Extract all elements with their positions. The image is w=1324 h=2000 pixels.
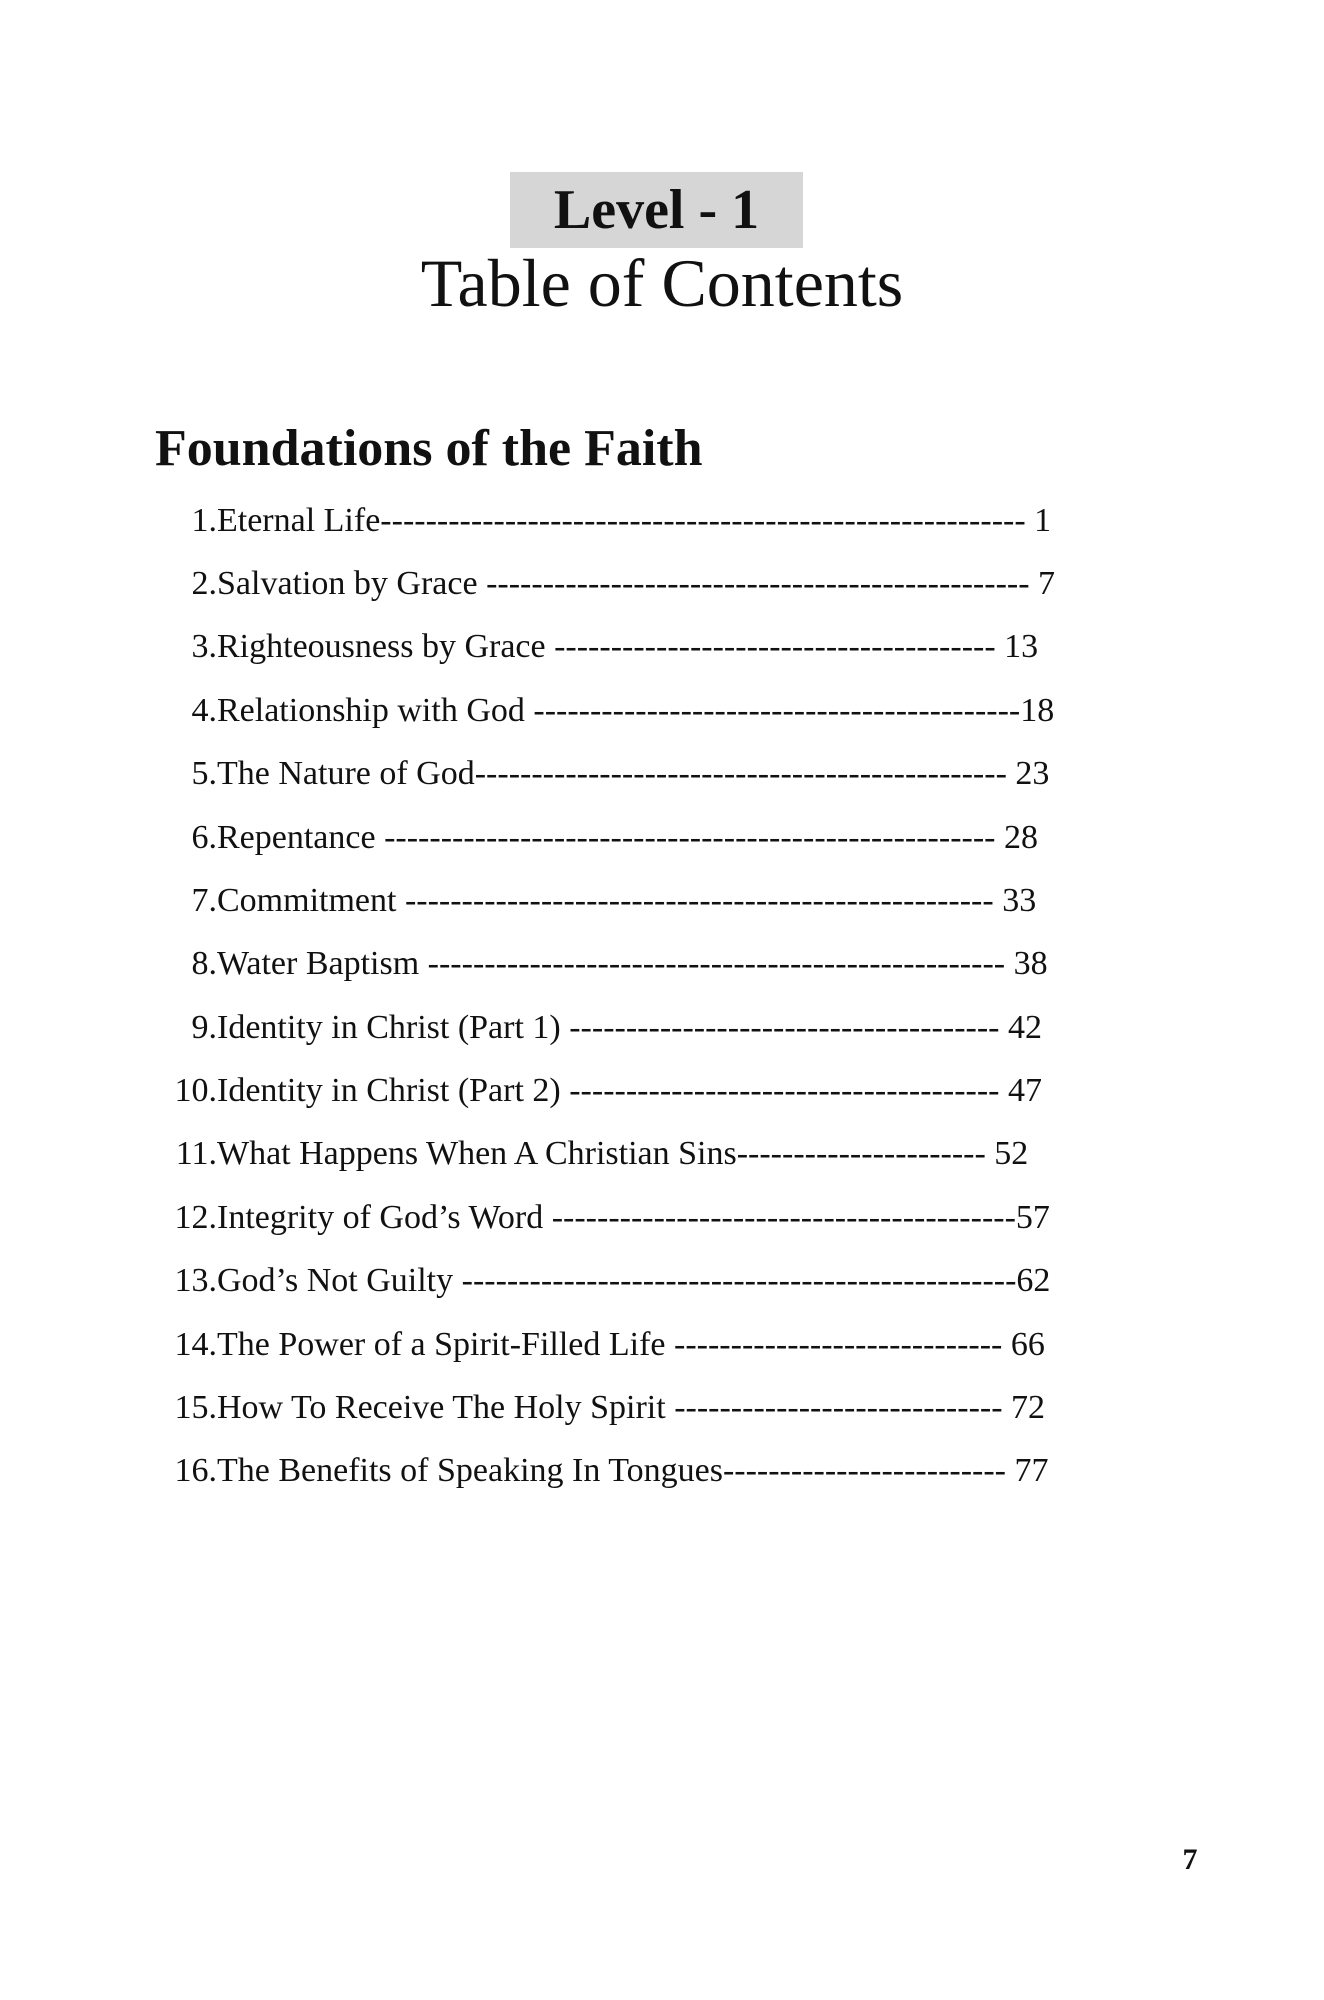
toc-entry (0, 743, 1324, 805)
toc-entry (0, 1060, 1324, 1122)
page-number: 7 (1182, 1843, 1198, 1876)
toc-entry (0, 807, 1324, 869)
toc-entry-text: Commitment ---------------------------------------------------- 33 (217, 882, 1037, 919)
toc-entry-number: 13. (174, 1262, 217, 1299)
toc-entry-text: The Power of a Spirit-Filled Life ----------------------------- 66 (217, 1326, 1045, 1363)
page-title: Table of Contents (420, 245, 904, 321)
toc-entry-text: Identity in Christ (Part 2) -------------------------------------- 47 (217, 1072, 1042, 1109)
toc-entry (0, 1314, 1324, 1376)
toc-entry-number: 1. (191, 502, 217, 539)
toc-entry-number: 16. (174, 1452, 217, 1489)
toc-entry-text: Integrity of God’s Word -----------------------------------------57 (217, 1199, 1050, 1236)
toc-entry (0, 1250, 1324, 1312)
toc-entry (0, 553, 1324, 615)
toc-entry (0, 1123, 1324, 1185)
toc-entry-number: 9. (191, 1009, 217, 1046)
toc-entry-number: 10. (174, 1072, 217, 1109)
toc-entry-number: 7. (191, 882, 217, 919)
toc-entry-text: Eternal Life--------------------------------------------------------- 1 (217, 502, 1052, 539)
toc-entry-text: The Benefits of Speaking In Tongues------------------------- 77 (217, 1452, 1049, 1489)
toc-entry-number: 4. (191, 692, 217, 729)
toc-entry-number: 11. (175, 1135, 217, 1172)
toc-entry (0, 1440, 1324, 1502)
toc-entry-text: Relationship with God -------------------------------------------18 (217, 692, 1055, 729)
toc-entry-text: God’s Not Guilty -------------------------------------------------62 (217, 1262, 1051, 1299)
toc-entry-number: 14. (174, 1326, 217, 1363)
toc-entry-text: The Nature of God----------------------------------------------- 23 (217, 755, 1050, 792)
section-heading: Foundations of the Faith (155, 420, 703, 477)
toc-entry-text: Salvation by Grace ------------------------------------------------ 7 (217, 565, 1056, 602)
toc-entry-text: Righteousness by Grace --------------------------------------- 13 (217, 628, 1039, 665)
toc-entry (0, 997, 1324, 1059)
toc-entry-text: Identity in Christ (Part 1) -------------------------------------- 42 (217, 1009, 1042, 1046)
toc-entry-number: 5. (191, 755, 217, 792)
toc-entry (0, 933, 1324, 995)
toc-entry (0, 1187, 1324, 1249)
toc-entry (0, 490, 1324, 552)
toc-entry-text: Repentance ------------------------------------------------------ 28 (217, 819, 1038, 856)
toc-entry (0, 616, 1324, 678)
toc-entry (0, 680, 1324, 742)
toc-entry-number: 3. (191, 628, 217, 665)
toc-entry-text: Water Baptism --------------------------------------------------- 38 (217, 945, 1048, 982)
level-badge: Level - 1 (510, 172, 803, 248)
toc-entry-number: 12. (174, 1199, 217, 1236)
toc-entry (0, 1377, 1324, 1439)
toc-entry-number: 6. (191, 819, 217, 856)
toc-entry (0, 870, 1324, 932)
toc-entry-text: How To Receive The Holy Spirit ----------------------------- 72 (217, 1389, 1046, 1426)
toc-entry-number: 8. (191, 945, 217, 982)
toc-entry-number: 15. (174, 1389, 217, 1426)
toc-entry-number: 2. (191, 565, 217, 602)
toc-entry-text: What Happens When A Christian Sins---------------------- 52 (217, 1135, 1029, 1172)
